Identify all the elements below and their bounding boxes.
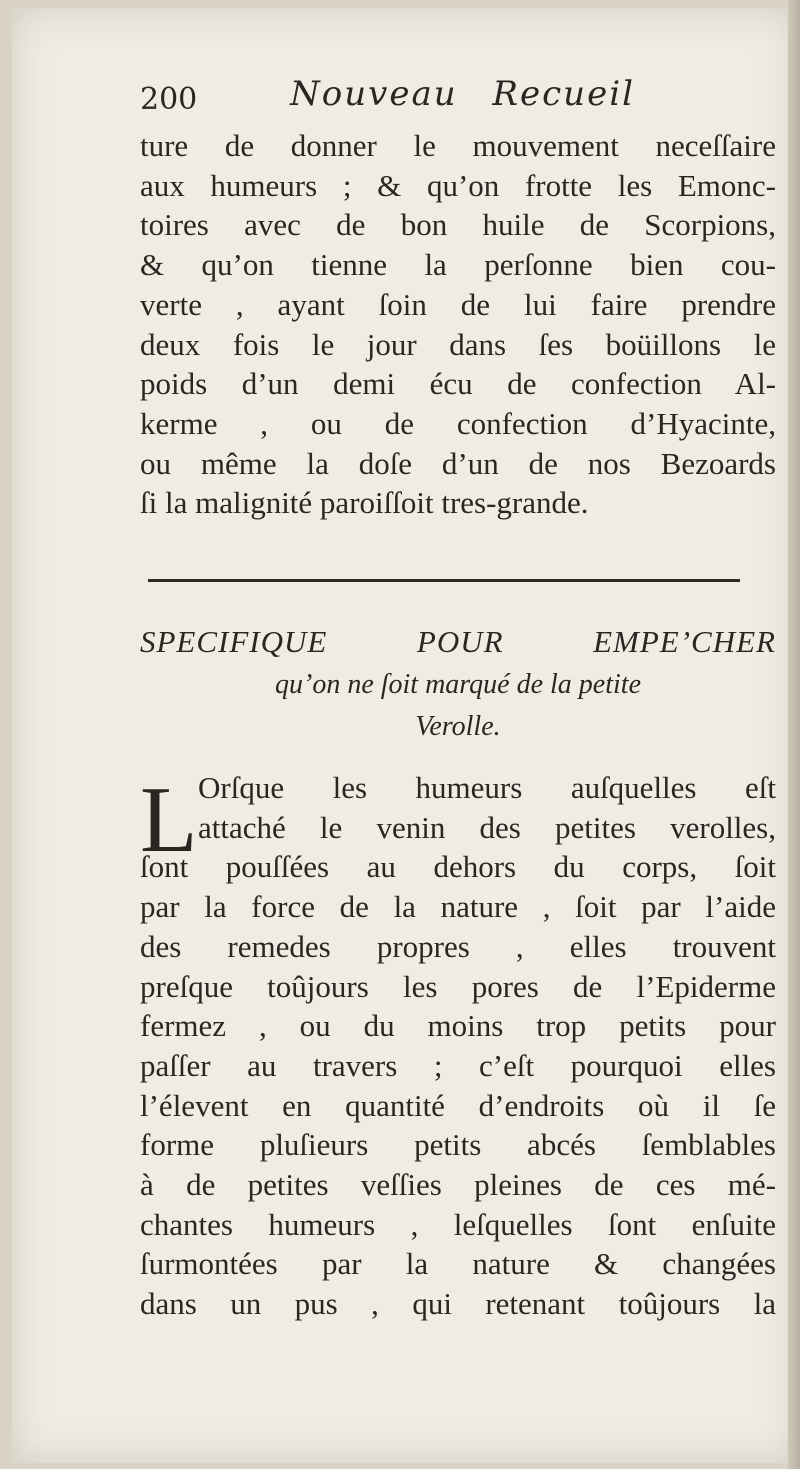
section-divider [148,579,740,582]
text-line: paſſer au travers ; c’eſt pourquoi elles [140,1047,776,1083]
paragraph-body [140,768,776,1324]
running-title: Nouveau Recueil [290,74,635,114]
text-line: chantes humeurs , leſquelles ſont enſuite [140,1206,776,1242]
text-line: par la force de la nature , ſoit par l’aide [140,889,776,925]
text-line: poids d’un demi écu de confection Al- [140,366,776,402]
text-line: toires avec de bon huile de Scorpions, [140,207,776,243]
text-line: ture de donner le mouvement neceſſaire [140,128,776,163]
text-line: à de petites veſſies pleines de ces mé- [140,1167,776,1203]
text-line: preſque toûjours les pores de l’Epiderme [140,968,776,1004]
heading-title: SPECIFIQUE POUR EMPE’CHER [140,624,776,659]
text-line: aux humeurs ; & qu’on frotte les Emonc- [140,167,776,203]
section-heading [140,620,776,748]
text-line: des remedes propres , elles trouvent [140,928,776,964]
text-line: verte , ayant ſoin de lui faire prendre [140,286,776,322]
page-edge [788,0,800,1469]
text-line: & qu’on tienne la perſonne bien cou- [140,247,776,283]
text-line: dans un pus , qui retenant toûjours la [140,1286,776,1322]
running-head [140,74,660,124]
text-line: ſi la malignité paroiſſoit tres-grande. [140,485,589,521]
text-line: l’élevent en quantité d’endroits où il ſe [140,1087,776,1123]
heading-subtitle: qu’on ne ſoit marqué de la petite [275,669,641,700]
page-number: 200 [140,82,198,117]
text-line: kerme , ou de confection d’Hyacinte, [140,405,776,441]
text-line: ſurmontées par la nature & changées [140,1246,776,1282]
text-line: attaché le venin des petites verolles, [198,809,776,845]
drop-cap: L [140,768,198,872]
text-line: Orſque les humeurs auſquelles eſt [198,770,776,805]
text-line: ſont pouſſées au dehors du corps, ſoit [140,849,776,885]
text-line: forme pluſieurs petits abcés ſemblables [140,1127,776,1163]
heading-subtitle-end: Verolle. [415,711,501,742]
text-line: ou même la doſe d’un de nos Bezoards [140,445,776,481]
text-line: deux fois le jour dans ſes boüillons le [140,326,776,362]
text-line: fermez , ou du moins trop petits pour [140,1008,776,1044]
paragraph-continued [140,126,776,523]
